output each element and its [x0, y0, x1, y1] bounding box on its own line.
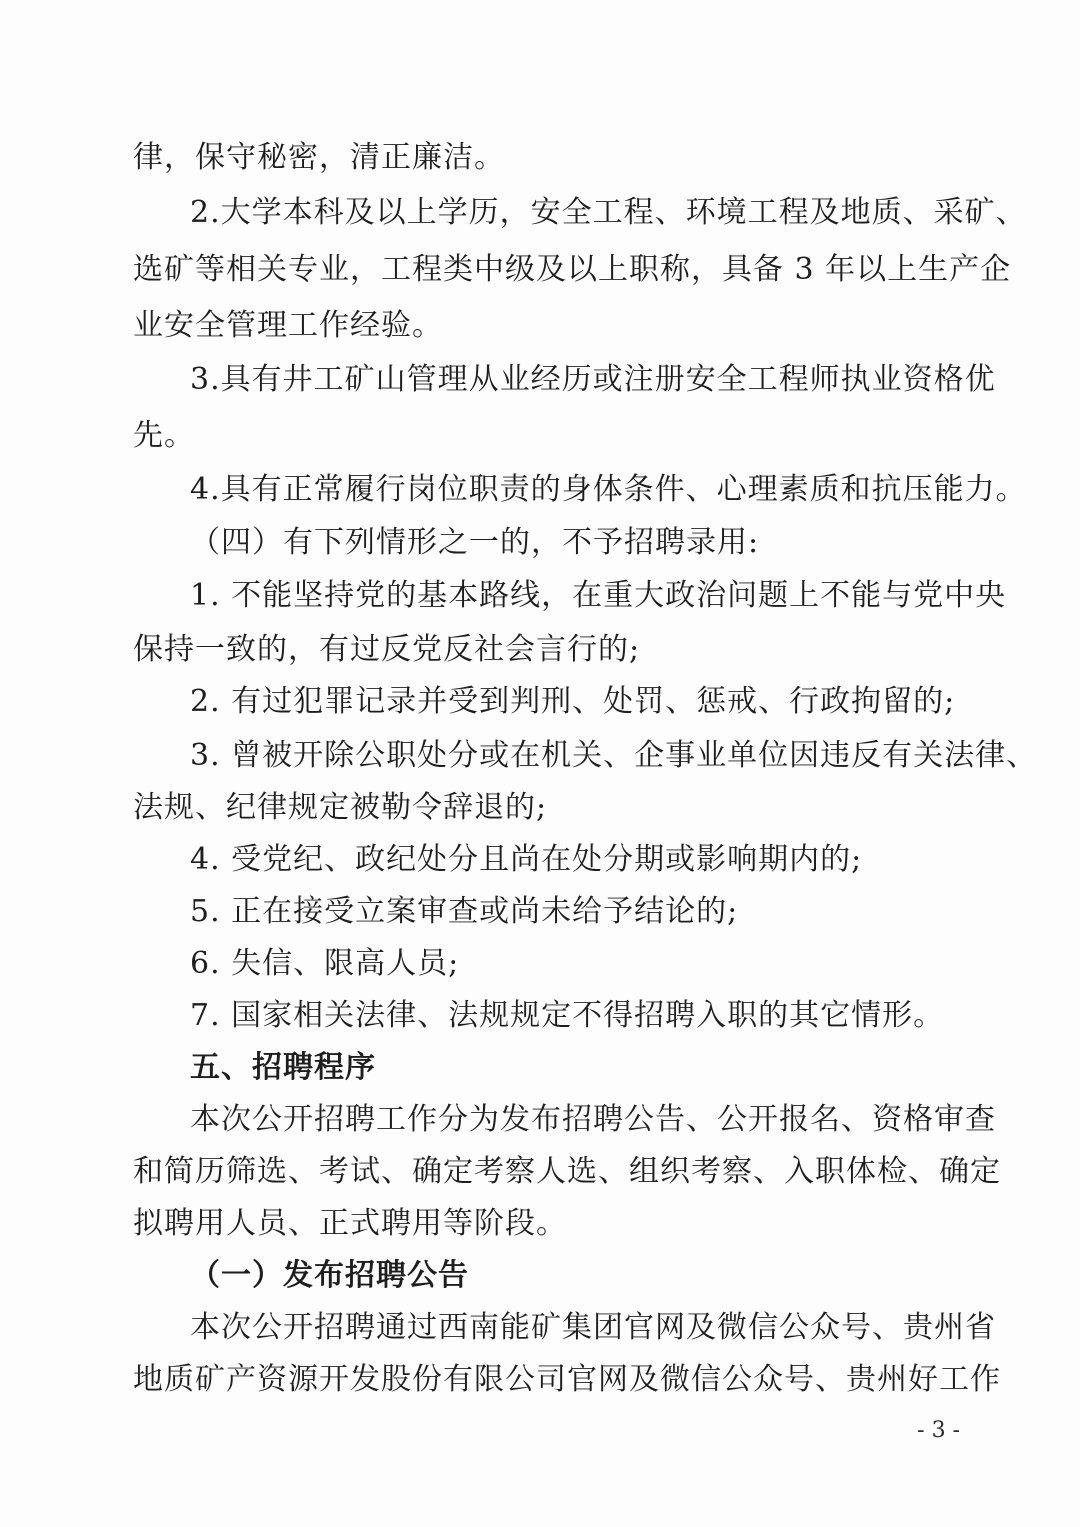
text-line: 选矿等相关专业，工程类中级及以上职称，具备 3 年以上生产企 — [133, 252, 1012, 287]
text-line: 4. 受党纪、政纪处分且尚在处分期或影响期内的; — [190, 842, 863, 877]
text-line: 法规、纪律规定被勒令辞退的; — [133, 790, 548, 825]
section-heading: （四）有下列情形之一的，不予招聘录用: — [190, 525, 760, 560]
text-line: 地质矿产资源开发股份有限公司官网及微信公众号、贵州好工作 — [133, 1362, 1001, 1397]
text-line: 和简历筛选、考试、确定考察人选、组织考察、入职体检、确定 — [133, 1154, 1001, 1189]
text-line: 本次公开招聘通过西南能矿集团官网及微信公众号、贵州省 — [190, 1310, 996, 1345]
text-line: 律，保守秘密，清正廉洁。 — [133, 140, 505, 175]
text-line: 保持一致的，有过反党反社会言行的; — [133, 632, 641, 667]
text-line: 拟聘用人员、正式聘用等阶段。 — [133, 1206, 567, 1241]
text-line: 6. 失信、限高人员; — [190, 946, 460, 981]
text-line: 先。 — [133, 418, 195, 453]
text-line: 7. 国家相关法律、法规规定不得招聘入职的其它情形。 — [190, 998, 945, 1033]
text-line: 3.具有井工矿山管理从业经历或注册安全工程师执业资格优 — [190, 362, 996, 397]
text-line: 3. 曾被开除公职处分或在机关、企事业单位因违反有关法律、 — [190, 738, 1038, 773]
text-line: 1. 不能坚持党的基本路线，在重大政治问题上不能与党中央 — [190, 578, 1007, 613]
text-line: 5. 正在接受立案审查或尚未给予结论的; — [190, 894, 739, 929]
text-line: 2.大学本科及以上学历，安全工程、环境工程及地质、采矿、 — [190, 195, 1027, 230]
section-heading: 五、招聘程序 — [190, 1050, 376, 1085]
text-line: 业安全管理工作经验。 — [133, 308, 443, 343]
subsection-heading: （一）发布招聘公告 — [190, 1258, 469, 1293]
text-line: 2. 有过犯罪记录并受到判刑、处罚、惩戒、行政拘留的; — [190, 684, 956, 719]
text-line: 本次公开招聘工作分为发布招聘公告、公开报名、资格审查 — [190, 1102, 996, 1137]
text-line: 4.具有正常履行岗位职责的身体条件、心理素质和抗压能力。 — [190, 472, 1027, 507]
page-number: - 3 - — [917, 1418, 960, 1443]
